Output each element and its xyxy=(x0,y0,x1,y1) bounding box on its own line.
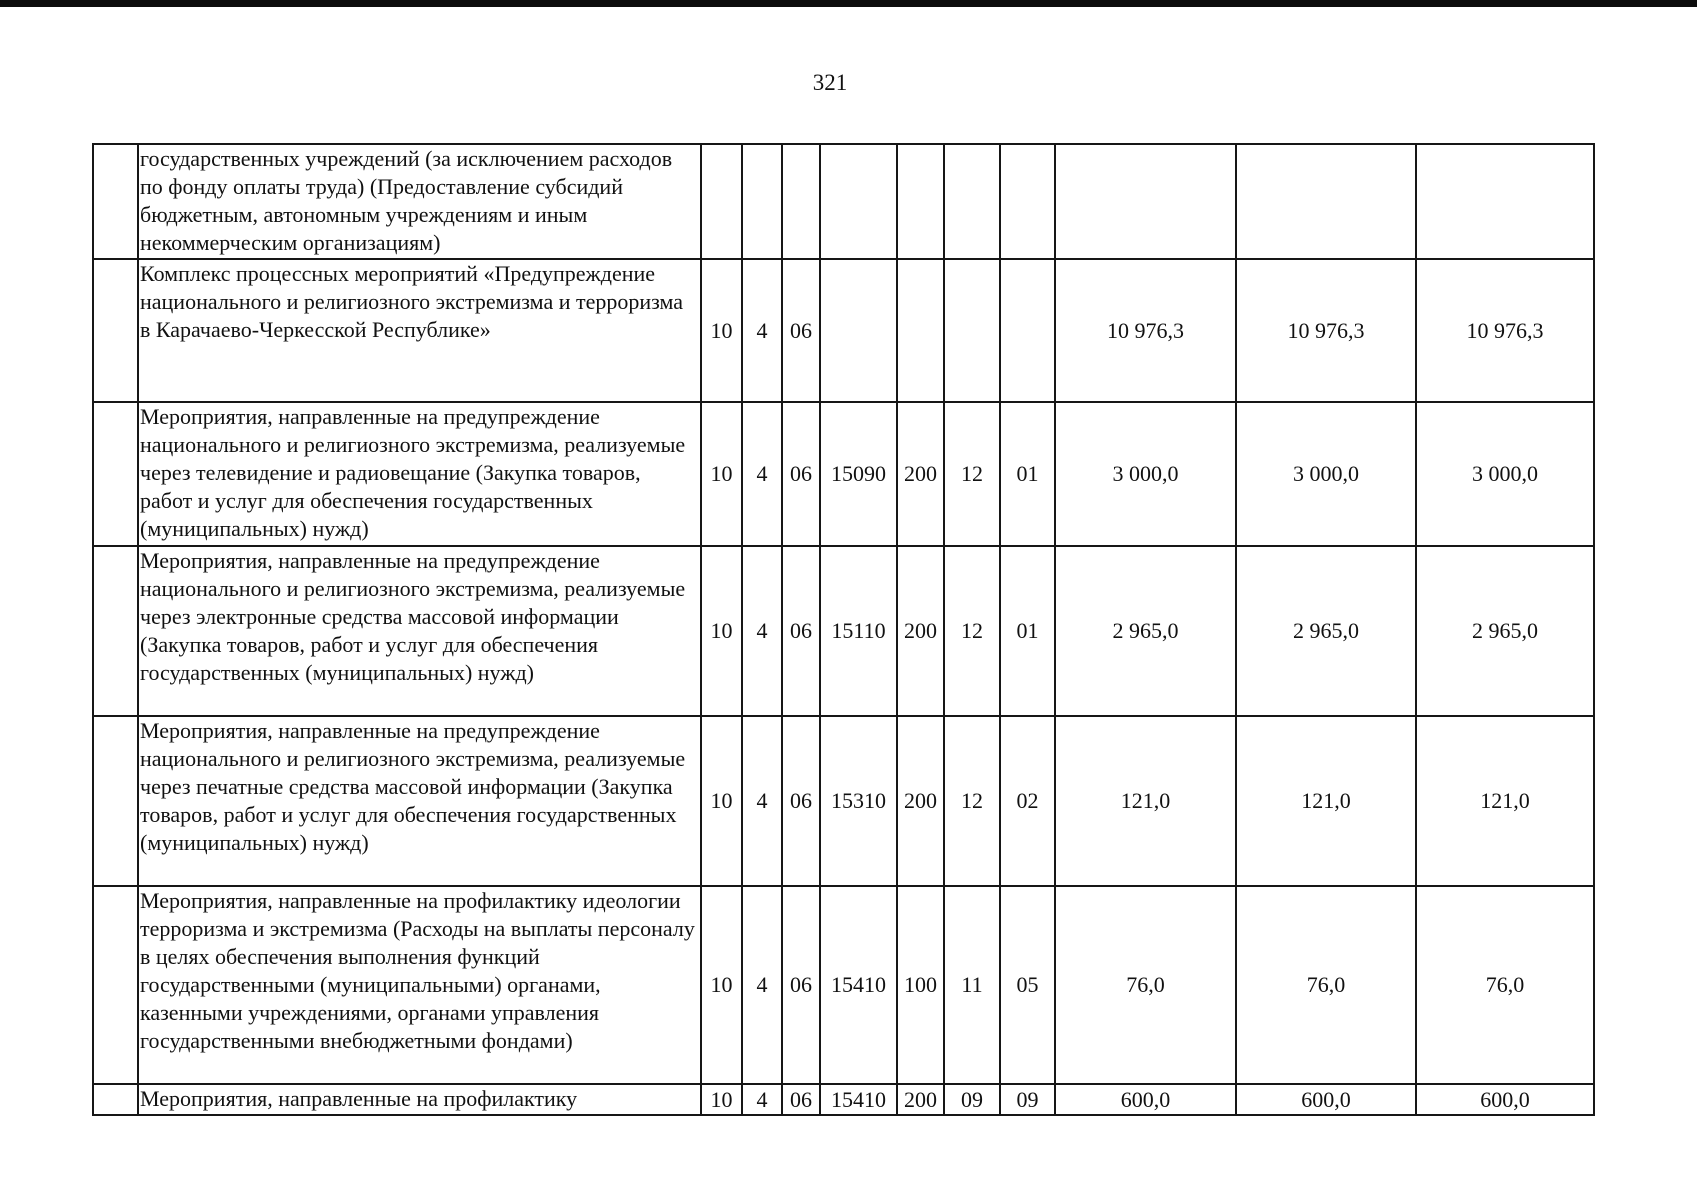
row-number-cell xyxy=(93,1084,138,1115)
amount-cell: 600,0 xyxy=(1055,1084,1236,1115)
code-cell: 05 xyxy=(1000,886,1055,1084)
code-cell xyxy=(1000,144,1055,259)
table-row xyxy=(93,716,1594,886)
code-cell: 200 xyxy=(897,546,944,716)
code-cell: 200 xyxy=(897,1084,944,1115)
code-cell: 10 xyxy=(701,1084,742,1115)
amount-cell xyxy=(1416,144,1594,259)
code-cell xyxy=(1000,259,1055,402)
code-cell xyxy=(944,259,1000,402)
row-number-cell xyxy=(93,259,138,402)
row-number-cell xyxy=(93,716,138,886)
code-cell: 100 xyxy=(897,886,944,1084)
amount-cell xyxy=(1055,144,1236,259)
code-cell xyxy=(897,259,944,402)
amount-cell: 3 000,0 xyxy=(1236,402,1416,546)
code-cell: 4 xyxy=(742,886,782,1084)
code-cell: 4 xyxy=(742,1084,782,1115)
code-cell: 01 xyxy=(1000,402,1055,546)
row-description: Мероприятия, направленные на профилактику xyxy=(138,1084,701,1115)
code-cell: 10 xyxy=(701,259,742,402)
code-cell: 06 xyxy=(782,886,820,1084)
row-description: государственных учреждений (за исключением расходов по фонду оплаты труда) (Предоставление субсидий бюджетным, автономным учреждениям и иным некоммерческим организациям) xyxy=(138,144,701,259)
amount-cell: 10 976,3 xyxy=(1236,259,1416,402)
code-cell: 10 xyxy=(701,402,742,546)
amount-cell: 2 965,0 xyxy=(1236,546,1416,716)
amount-cell: 121,0 xyxy=(1236,716,1416,886)
code-cell: 06 xyxy=(782,546,820,716)
code-cell xyxy=(820,144,897,259)
row-number-cell xyxy=(93,402,138,546)
code-cell xyxy=(701,144,742,259)
row-description: Мероприятия, направленные на предупреждение национального и религиозного экстремизма, реализуемые через печатные средства массовой информации (Закупка товаров, работ и услуг для обеспечения государственных (муниципальных) нужд) xyxy=(138,716,701,886)
code-cell: 11 xyxy=(944,886,1000,1084)
code-cell: 09 xyxy=(944,1084,1000,1115)
table-row xyxy=(93,144,1594,259)
code-cell xyxy=(944,144,1000,259)
amount-cell xyxy=(1236,144,1416,259)
code-cell: 10 xyxy=(701,716,742,886)
amount-cell: 2 965,0 xyxy=(1055,546,1236,716)
amount-cell: 10 976,3 xyxy=(1055,259,1236,402)
amount-cell: 3 000,0 xyxy=(1416,402,1594,546)
amount-cell: 600,0 xyxy=(1416,1084,1594,1115)
code-cell: 10 xyxy=(701,546,742,716)
code-cell: 02 xyxy=(1000,716,1055,886)
table-row xyxy=(93,546,1594,716)
table-row xyxy=(93,1084,1594,1115)
amount-cell: 76,0 xyxy=(1236,886,1416,1084)
code-cell: 15090 xyxy=(820,402,897,546)
code-cell: 4 xyxy=(742,546,782,716)
row-number-cell xyxy=(93,546,138,716)
code-cell: 15410 xyxy=(820,1084,897,1115)
amount-cell: 600,0 xyxy=(1236,1084,1416,1115)
code-cell: 15410 xyxy=(820,886,897,1084)
row-description: Мероприятия, направленные на профилактику идеологии терроризма и экстремизма (Расходы на выплаты персоналу в целях обеспечения выполнения функций государственными (муниципальными) органами, казенными учреждениями, органами управления государственными внебюджетными фондами) xyxy=(138,886,701,1084)
amount-cell: 10 976,3 xyxy=(1416,259,1594,402)
amount-cell: 121,0 xyxy=(1055,716,1236,886)
scan-top-border xyxy=(0,0,1697,7)
code-cell: 12 xyxy=(944,716,1000,886)
row-description: Комплекс процессных мероприятий «Предупреждение национального и религиозного экстремизма и терроризма в Карачаево-Черкесской Республике» xyxy=(138,259,701,402)
code-cell: 06 xyxy=(782,1084,820,1115)
code-cell xyxy=(782,144,820,259)
amount-cell: 76,0 xyxy=(1416,886,1594,1084)
code-cell: 06 xyxy=(782,259,820,402)
row-number-cell xyxy=(93,144,138,259)
table-row xyxy=(93,259,1594,402)
code-cell: 4 xyxy=(742,402,782,546)
table-row xyxy=(93,402,1594,546)
budget-table xyxy=(92,143,1595,1116)
code-cell: 10 xyxy=(701,886,742,1084)
code-cell: 06 xyxy=(782,716,820,886)
code-cell: 200 xyxy=(897,402,944,546)
code-cell: 12 xyxy=(944,402,1000,546)
code-cell xyxy=(742,144,782,259)
code-cell: 15110 xyxy=(820,546,897,716)
code-cell: 06 xyxy=(782,402,820,546)
code-cell: 12 xyxy=(944,546,1000,716)
amount-cell: 121,0 xyxy=(1416,716,1594,886)
code-cell: 4 xyxy=(742,259,782,402)
code-cell: 15310 xyxy=(820,716,897,886)
row-description: Мероприятия, направленные на предупреждение национального и религиозного экстремизма, реализуемые через электронные средства массовой информации (Закупка товаров, работ и услуг для обеспечения государственных (муниципальных) нужд) xyxy=(138,546,701,716)
amount-cell: 76,0 xyxy=(1055,886,1236,1084)
code-cell xyxy=(897,144,944,259)
row-description: Мероприятия, направленные на предупреждение национального и религиозного экстремизма, реализуемые через телевидение и радиовещание (Закупка товаров, работ и услуг для обеспечения государственных (муниципальных) нужд) xyxy=(138,402,701,546)
table-row xyxy=(93,886,1594,1084)
page-number: 321 xyxy=(812,70,848,95)
amount-cell: 3 000,0 xyxy=(1055,402,1236,546)
code-cell: 200 xyxy=(897,716,944,886)
code-cell: 09 xyxy=(1000,1084,1055,1115)
amount-cell: 2 965,0 xyxy=(1416,546,1594,716)
code-cell: 01 xyxy=(1000,546,1055,716)
row-number-cell xyxy=(93,886,138,1084)
code-cell: 4 xyxy=(742,716,782,886)
code-cell xyxy=(820,259,897,402)
